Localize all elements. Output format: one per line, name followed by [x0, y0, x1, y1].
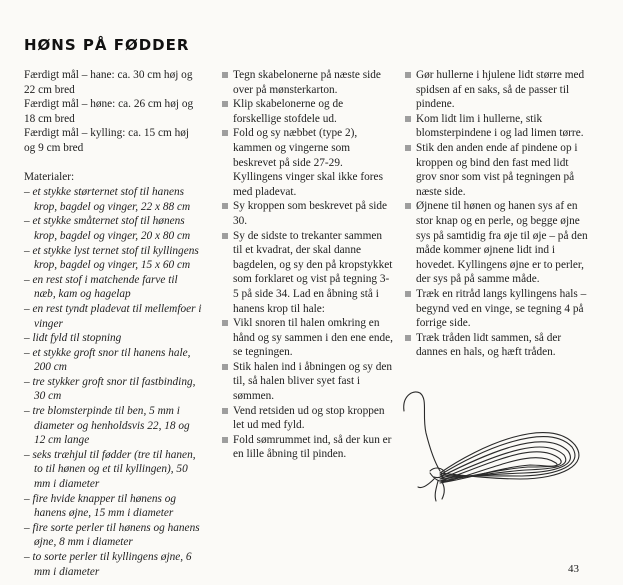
step-text: Fold og sy næbbet (type 2), kammen og vingerne som beskrevet på side 27-29. Kyllingens vinger skal ikke fores med pladevat. — [233, 127, 383, 198]
step-text: Stik den anden ende af pindene op i kroppen og bind den fast med lidt grov snor som vist på tegningen på næste side. — [416, 141, 578, 198]
page-title: HØNS PÅ FØDDER — [24, 36, 190, 54]
instructions-column-2 — [222, 68, 394, 462]
step-text: Sy kroppen som beskrevet på side 30. — [233, 200, 388, 227]
square-bullet-icon — [222, 130, 228, 136]
step-item — [222, 68, 394, 97]
step-item — [222, 199, 394, 228]
step-text: Fold sømrummet ind, så der kun er en lille åbning til pinden. — [233, 433, 392, 461]
steps-list — [222, 68, 394, 462]
material-item: – tre stykker groft snor til fastbinding, 30 cm — [24, 375, 202, 404]
step-item — [405, 199, 590, 287]
steps-list — [405, 68, 590, 360]
material-item: – en rest tyndt pladevat til mellemfoer i vinger — [24, 302, 202, 331]
material-item: – lidt fyld til stopning — [24, 331, 202, 346]
material-item: – et stykke størternet stof til hanens krop, bagdel og vinger, 22 x 88 cm — [24, 185, 202, 214]
material-item: – fire sorte perler til hønens og hanens øjne, 8 mm i diameter — [24, 521, 202, 550]
step-item — [405, 112, 590, 141]
step-item — [405, 141, 590, 199]
material-item: – et stykke groft snor til hanens hale, 200 cm — [24, 346, 202, 375]
materials-heading: Materialer: — [24, 170, 75, 183]
material-item: – seks træhjul til fødder (tre til hanen, to til hønen og et til kyllingen), 50 mm i diameter — [24, 448, 202, 492]
square-bullet-icon — [405, 291, 411, 297]
step-text: Vikl snoren til halen omkring en hånd og sy sammen i den ene ende, se tegningen. — [233, 317, 393, 359]
step-text: Klip skabelonerne og de forskellige stofdele ud. — [233, 98, 344, 125]
square-bullet-icon — [405, 335, 411, 341]
square-bullet-icon — [222, 233, 228, 239]
step-text: Øjnene til hønen og hanen sys af en stor knap og en perle, og begge øjne sys på samtidig fra øje til øje – på den måde kommer øjnene lidt ind i hovedet. Kyllingens øjne er to perler, der sys på på samme måde. — [416, 200, 588, 286]
material-item: – tre blomsterpinde til ben, 5 mm i diameter og henholdsvis 22, 18 og 12 cm lange — [24, 404, 202, 448]
square-bullet-icon — [222, 203, 228, 209]
material-item: – et stykke lyst ternet stof til kyllingens krop, bagdel og vinger, 15 x 60 cm — [24, 244, 202, 273]
material-item: – fire hvide knapper til hønens og hanens øjne, 15 mm i diameter — [24, 492, 202, 521]
step-item — [222, 433, 394, 462]
square-bullet-icon — [222, 101, 228, 107]
step-text: Vend retsiden ud og stop kroppen let ud med fyld. — [233, 404, 385, 432]
step-text: Træk tråden lidt sammen, så der dannes en hals, og hæft tråden. — [416, 331, 562, 359]
step-text: Kom lidt lim i hullerne, stik blomsterpindene i og lad limen tørre. — [416, 112, 584, 140]
step-text: Tegn skabelonerne på næste side over på mønsterkarton. — [233, 69, 381, 96]
material-item: – et stykke småternet stof til hønens krop, bagdel og vinger, 20 x 80 cm — [24, 214, 202, 243]
step-text: Sy de sidste to trekanter sammen til et kvadrat, der skal danne bagdelen, og sy den på kropstykket som forklaret og vist på tegning 3-5 på side 34. Lad en åbning stå i hanens krop til hale: — [233, 229, 393, 315]
square-bullet-icon — [222, 320, 228, 326]
tail-cord-illustration — [400, 375, 590, 510]
material-item: – to sorte perler til kyllingens øjne, 6 mm i diameter — [24, 550, 202, 579]
materials-list — [24, 185, 202, 579]
square-bullet-icon — [222, 437, 228, 443]
step-item — [222, 360, 394, 404]
step-item — [222, 97, 394, 126]
step-item — [405, 68, 590, 112]
step-item — [405, 331, 590, 360]
square-bullet-icon — [405, 203, 411, 209]
step-text: Gør hullerne i hjulene lidt større med spidsen af en saks, så de passer til pindene. — [416, 69, 585, 111]
step-item — [405, 287, 590, 331]
step-text: Træk en ritråd langs kyllingens hals – begynd ved en vinge, se tegning 4 på forrige side. — [416, 287, 587, 330]
material-item: – en rest stof i matchende farve til næb, kam og hagelap — [24, 273, 202, 302]
step-item — [222, 229, 394, 317]
square-bullet-icon — [405, 145, 411, 151]
step-item — [222, 316, 394, 360]
spec-hane: Færdigt mål – hane: ca. 30 cm høj og 22 cm bred — [24, 69, 193, 96]
step-item — [222, 126, 394, 199]
square-bullet-icon — [405, 116, 411, 122]
square-bullet-icon — [222, 408, 228, 414]
instructions-column-3 — [405, 68, 590, 360]
step-item — [222, 404, 394, 433]
spec-hone: Færdigt mål – høne: ca. 26 cm høj og 18 cm bred — [24, 98, 194, 125]
square-bullet-icon — [222, 72, 228, 78]
step-text: Stik halen ind i åbningen og sy den til, så halen bliver syet fast i sømmen. — [233, 360, 393, 403]
materials-column — [24, 68, 202, 579]
square-bullet-icon — [222, 364, 228, 370]
page-number: 43 — [568, 563, 579, 575]
square-bullet-icon — [405, 72, 411, 78]
spec-kylling: Færdigt mål – kylling: ca. 15 cm høj og 9 cm bred — [24, 127, 190, 154]
